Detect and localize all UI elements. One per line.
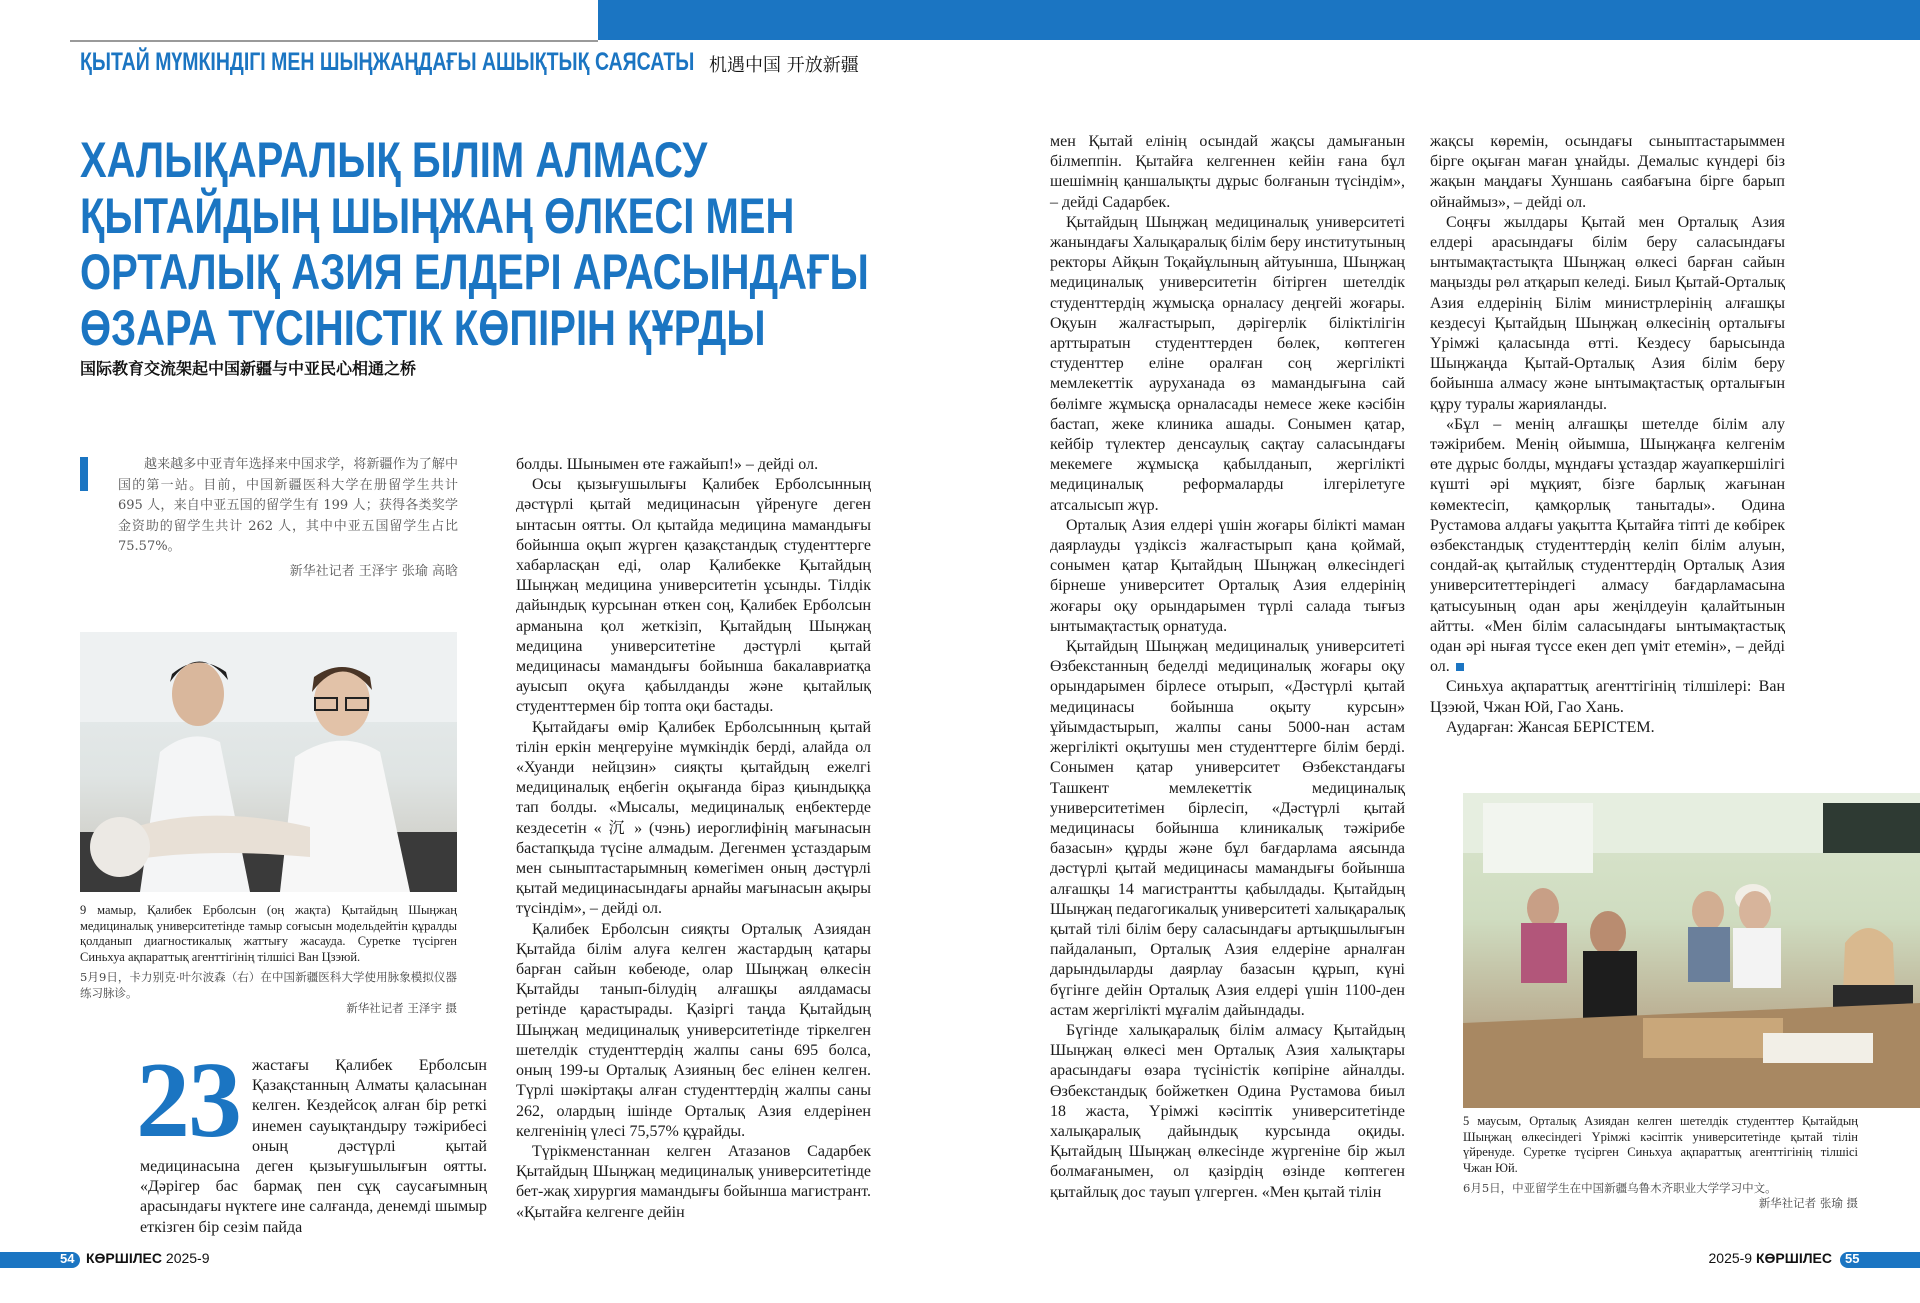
intro-byline: 新华社记者 王泽宇 张瑜 高晗: [289, 563, 458, 579]
paragraph-text: Бүгінде халықаралық білім алмасу Қытайдың Шыңжаң өлкесі мен Орталық Азия халықтары арасындағы өзара түсіністік көпіріне айналды. Өзбекстандық бойжеткен Одина Рустамова биыл 18 жаста, Үрімжі кәсіптік университетінде халықаралық дайындық курсында оқиды. Қытайдың Шыңжаң өлкесінде жүргеніне бір жыл болмағанымен, ол қазірдің өзінде көптеген қытайлық дос тауып үлгерген. «Мен қытай тілін: [1050, 1021, 1405, 1201]
photo1-caption: [80, 903, 457, 1017]
paragraph-text: болды. Шынымен өте ғажайып!» – дейді ол.: [516, 456, 819, 473]
photo-illustration: [1463, 793, 1920, 1108]
article-paragraph: [516, 920, 871, 1142]
article-paragraph: [516, 455, 871, 475]
article-paragraph: [1050, 637, 1405, 1021]
section-title-kz: ҚЫТАЙ МҮМКІНДІГІ МЕН ШЫҢЖАҢДАҒЫ АШЫҚТЫҚ САЯСАТЫ: [80, 48, 695, 76]
paragraph-text: Қытайдағы өмір Қалибек Ерболсынның қытай тілін еркін меңгеруіне мүмкіндік берді, алайда ол «Хуанди нейцзин» сияқты қытайдың ежелгі медициналық еңбегін оқығанда біраз қиындыққа тап болды. «Мысалы, медициналық еңбектерде кездесетін « 沉 » (чэнь) иероглифінің мағынасын бастапқыда түсіне алмадым. Дегенмен ұстаздарым мен сыныптастарымның көмегімен оның дәстүрлі қытай медицинасындағы арнайы мағынасын ақыры түсіндім», – дейді ол.: [516, 718, 871, 918]
paragraph-text: «Бұл – менің алғашқы шетелде білім алу тәжірибем. Менің ойымша, Шыңжаңға келгенім өте дұрыс болды, мұндағы ұстаздар жауапкершілігі күшті әрі мұқият, бізге барлық жағынан көмектесіп, қамқорлық танытады». Одина Рустамова алдағы уақытта Қытайға тіпті де көбірек өзбекстандық студенттердің келіп білім алуын, сондай-ақ қытайлық студенттердің Орталық Азия университеттеріндегі алмасу бағдарламасына қатысуының одан ары жеңілдеуін қалайтынын айтты. «Мен білім саласындағы ынтымақтастық одан әрі нығая түссе екен деп үміт етемін», – дейді ол.: [1430, 415, 1785, 676]
paragraph-text: Түрікменстаннан келген Атазанов Садарбек Қытайдың Шыңжаң медициналық университетінде бет-жақ хирургия мамандығы бойынша магистрант. «Қытайға келгенге дейін: [516, 1142, 871, 1221]
article-paragraph: [1430, 677, 1785, 717]
photo-illustration: [80, 632, 457, 892]
paragraph-text: жақсы көремін, осындағы сыныптастарыммен бірге оқыған маған ұнайды. Демалыс күндері біз жақын маңдағы Хуншань саябағына бірге барып ойнаймыз», – дейді ол.: [1430, 133, 1785, 211]
issue-number: 2025-9: [1708, 1250, 1753, 1266]
article-title: [80, 132, 1066, 356]
paragraph-text: Синьхуа ақпараттық агенттігінің тілшілері: Ван Цзэюй, Чжан Юй, Гао Хань.: [1430, 678, 1785, 716]
article-column-4: [1430, 132, 1785, 738]
page-number-right: 55: [1845, 1251, 1860, 1266]
paragraph-text: Қалибек Ерболсын сияқты Орталық Азиядан Қытайда білім алуға келген жастардың қатары барған сайын көбеюде, олар Шыңжаң өлкесін Қытайды танып-білудің алғашқы аялдамасы ретінде қарастырады. Қазіргі таңда Қытайдың Шыңжаң медициналық университетінде тіркелген шетелдік студенттердің жалпы саны 695 болса, оның 199-ы Орталық Азияның бес елінен келген. Түрлі шәкіртақы алған студенттердің жалпы саны 262, олардың ішінде Орталық Азия елдерінен келгенінің үлесі 75,57% құрайды.: [516, 920, 871, 1140]
article-column-2: [516, 455, 871, 1223]
paragraph-text: Қытайдың Шыңжаң медициналық университеті жанындағы Халықаралық білім беру институтының ректоры Айқын Тоқайұлының айтуынша, Шыңжаң медициналық университетін бітірген шетелдік студенттердің жұмысқа орналасу деңгейі жоғары. Оқуын жалғастырып, дәрігерлік біліктілігін арттыратын студенттерден бөлек, көптеген студенттер еліне оралған соң жергілікті мемлекеттік ауруханада өз мамандығына сай бөлімге жұмысқа орналасады немесе жеке кәсібін бастап, жеке клиника ашады. Сонымен қатар, кейбір түлектер денсаулық сақтау саласындағы мекемеге жұмысқа қабылданып, жергілікті медициналық реформаларды ілгерілетуге атсалысып жүр.: [1050, 213, 1405, 514]
section-header: [80, 48, 868, 77]
article-column-1: [136, 1041, 487, 1238]
photo1-caption-kz: 9 мамыр, Қалибек Ерболсын (оң жақта) Қытайдың Шыңжаң медициналық университетінде тамыр соғысын модельдейтін құралды қолданып диагностикалық жаттығу жасауда. Суретке түсірген Синьхуа ақпараттық агенттігінің тілшісі Ван Цзэюй.: [80, 903, 457, 964]
photo-classroom-students: [1463, 793, 1920, 1108]
article-column-3: [1050, 132, 1405, 1203]
paragraph-text: Соңғы жылдары Қытай мен Орталық Азия елдері арасындағы білім беру саласындағы ынтымақтастықта Шыңжаң өлкесі барған сайын маңызды рөл атқарып келеді. Биыл Қытай-Орталық Азия елдерінің Білім министрлерінің алғашқы кездесуі Қытайдың Шыңжаң өлкесінің орталығы Үрімжі қаласында өтті. Кездесу барысында Шыңжаңда Қытай-Орталық Азия білім беру бойынша алмасу және ынтымақтастық орталығын құру туралы жарияланды.: [1430, 213, 1785, 413]
article-paragraph: [1430, 213, 1785, 415]
title-line: ҚЫТАЙДЫҢ ШЫҢЖАҢ ӨЛКЕСІ МЕН: [80, 188, 795, 244]
photo2-caption: [1463, 1114, 1858, 1212]
magazine-name: КӨРШІЛЕС: [1755, 1250, 1832, 1266]
photo2-caption-kz: 5 маусым, Орталық Азиядан келген шетелдік студенттер Қытайдың Шыңжаң өлкесіндегі Үрімжі кәсіптік университетінде қытай тілін үйренуде. Суретке түсірген Синьхуа ақпараттық агенттігінің тілшісі Чжан Юй.: [1463, 1114, 1858, 1175]
article-paragraph: [1050, 516, 1405, 637]
article-paragraph: [1050, 1021, 1405, 1203]
end-of-article-mark: [1456, 663, 1464, 671]
paragraph-text: мен Қытай елінің осындай жақсы дамығанын білмеппін. Қытайға келгеннен кейін ғана бұл шешімнің қаншалықты дұрыс болғанын түсіндім», – дейді Садарбек.: [1050, 133, 1405, 211]
article-paragraph: [1050, 213, 1405, 516]
footer-right-label: [1709, 1250, 1833, 1266]
photo2-credit: 新华社记者 张瑜 摄: [1758, 1196, 1858, 1210]
intro-block: [80, 455, 458, 579]
magazine-name: КӨРШІЛЕС: [86, 1250, 163, 1266]
article-paragraph: [1050, 132, 1405, 213]
title-line: ОРТАЛЫҚ АЗИЯ ЕЛДЕРІ АРАСЫНДАҒЫ: [80, 244, 869, 300]
title-line: ХАЛЫҚАРАЛЫҚ БІЛІМ АЛМАСУ: [80, 132, 708, 188]
top-accent-bar: [598, 0, 1920, 40]
photo-students-medical-practice: [80, 632, 457, 892]
drop-cap: 23: [136, 1041, 240, 1160]
photo1-credit: 新华社记者 王泽宇 摄: [346, 1001, 457, 1015]
paragraph-text: Аударған: Жансая БЕРІСТЕМ.: [1446, 718, 1655, 736]
title-line: ӨЗАРА ТҮСІНІСТІК КӨПІРІН ҚҰРДЫ: [80, 300, 766, 356]
article-paragraph: [516, 1142, 871, 1223]
section-title-cn: 机遇中国 开放新疆: [709, 55, 859, 76]
intro-accent-bar: [80, 457, 88, 491]
article-subtitle-cn: 国际教育交流架起中国新疆与中亚民心相通之桥: [80, 359, 417, 378]
paragraph-text: Қытайдың Шыңжаң медициналық университеті Өзбекстанның беделді медициналық жоғары оқу орындарымен бірлесе отырып, «Дәстүрлі қытай медицинасы бойынша оқыту курсын» ұйымдастырып, жалпы саны 5000-нан астам жергілікті оқытушы мен студенттерге білім берді. Сонымен қатар университет Өзбекстандағы Ташкент мемлекеттік медициналық университетімен бірлесіп, «Дәстүрлі қытай медицинасы бойынша клиникалық тәжірибе базасын» құрды және бұл бағдарлама аясында дәстүрлі қытай медицинасы мамандығы бойынша алғашқы 14 магистрантты қабылдады. Қытайдың Шыңжаң педагогикалық университеті халықаралық қытай тілі білім беру саласындағы артықшылығын пайдаланып, Орталық Азия елдеріне арналған дарындыларды даярлау базасын құрып, күні бүгінге дейін Орталық Азия елдері үшін 1100-ден астам жергілікті мұғалім дайындады.: [1050, 638, 1405, 1019]
top-rule: [70, 40, 598, 42]
footer-left-label: [86, 1250, 210, 1266]
paragraph-text: Орталық Азия елдері үшін жоғары білікті маман даярлауды үздіксіз жалғастырып қана қоймай, сонымен қатар Қытайдың Шыңжаң өлкесіндегі бірнеше университет Орталық Азия елдерінің жоғары оқу орындарымен түрлі салада тығыз ынтымақтастық орнатуда.: [1050, 516, 1405, 635]
photo1-caption-cn: 5月9日，卡力别克·叶尔波森（右）在中国新疆医科大学使用脉象模拟仪器练习脉诊。: [80, 970, 457, 1000]
photo2-caption-cn: 6月5日，中亚留学生在中国新疆乌鲁木齐职业大学学习中文。: [1463, 1181, 1777, 1195]
article-paragraph: [516, 718, 871, 920]
page-number-left: 54: [60, 1251, 75, 1266]
issue-number: 2025-9: [165, 1250, 210, 1266]
intro-text: 越来越多中亚青年选择来中国求学，将新疆作为了解中国的第一站。目前，中国新疆医科大学在册留学生共计 695 人，来自中亚五国的留学生有 199 人；获得各类奖学金资助的留学生共计 262 人，其中中亚五国留学生占比 75.57%。: [118, 457, 458, 554]
article-paragraph: [516, 475, 871, 717]
article-paragraph: [1430, 415, 1785, 678]
article-paragraph: [1430, 132, 1785, 213]
paragraph-text: Осы қызығушылығы Қалибек Ерболсынның дәстүрлі қытай медицинасын үйренуге деген ынтасын оятты. Ол қытайда медицина мамандығы бойынша оқып жүрген қазақстандық студенттерге хабарласқан еді, олар Қалибекке Қытайдың Шыңжаң медицина университетін ұсынды. Тілдік дайындық курсынан өткен соң, Қалибек Ерболсын арманына қол жеткізіп, Қытайдың Шыңжаң медицина университетіне дәстүрлі қытай медицинасы мамандығы бойынша бакалавриатқа ауысып оқуға қабылданды және қытайлық студенттермен бір топта оқи бастады.: [516, 476, 871, 716]
article-paragraph: [1430, 718, 1785, 738]
paragraph-text: жастағы Қалибек Ерболсын Қазақстанның Алматы қаласынан келген. Кездейсоқ алған бір реткі инемен сауықтандыру тәжірибесі оның дәстүрлі қытай медицинасына деген қызығушылығын оятты. «Дәрігер бас бармақ пен сұқ саусағымның арасындағы нүктеге ине салғанда, денемді шымыр еткізген бір сезім пайда: [140, 1057, 487, 1236]
